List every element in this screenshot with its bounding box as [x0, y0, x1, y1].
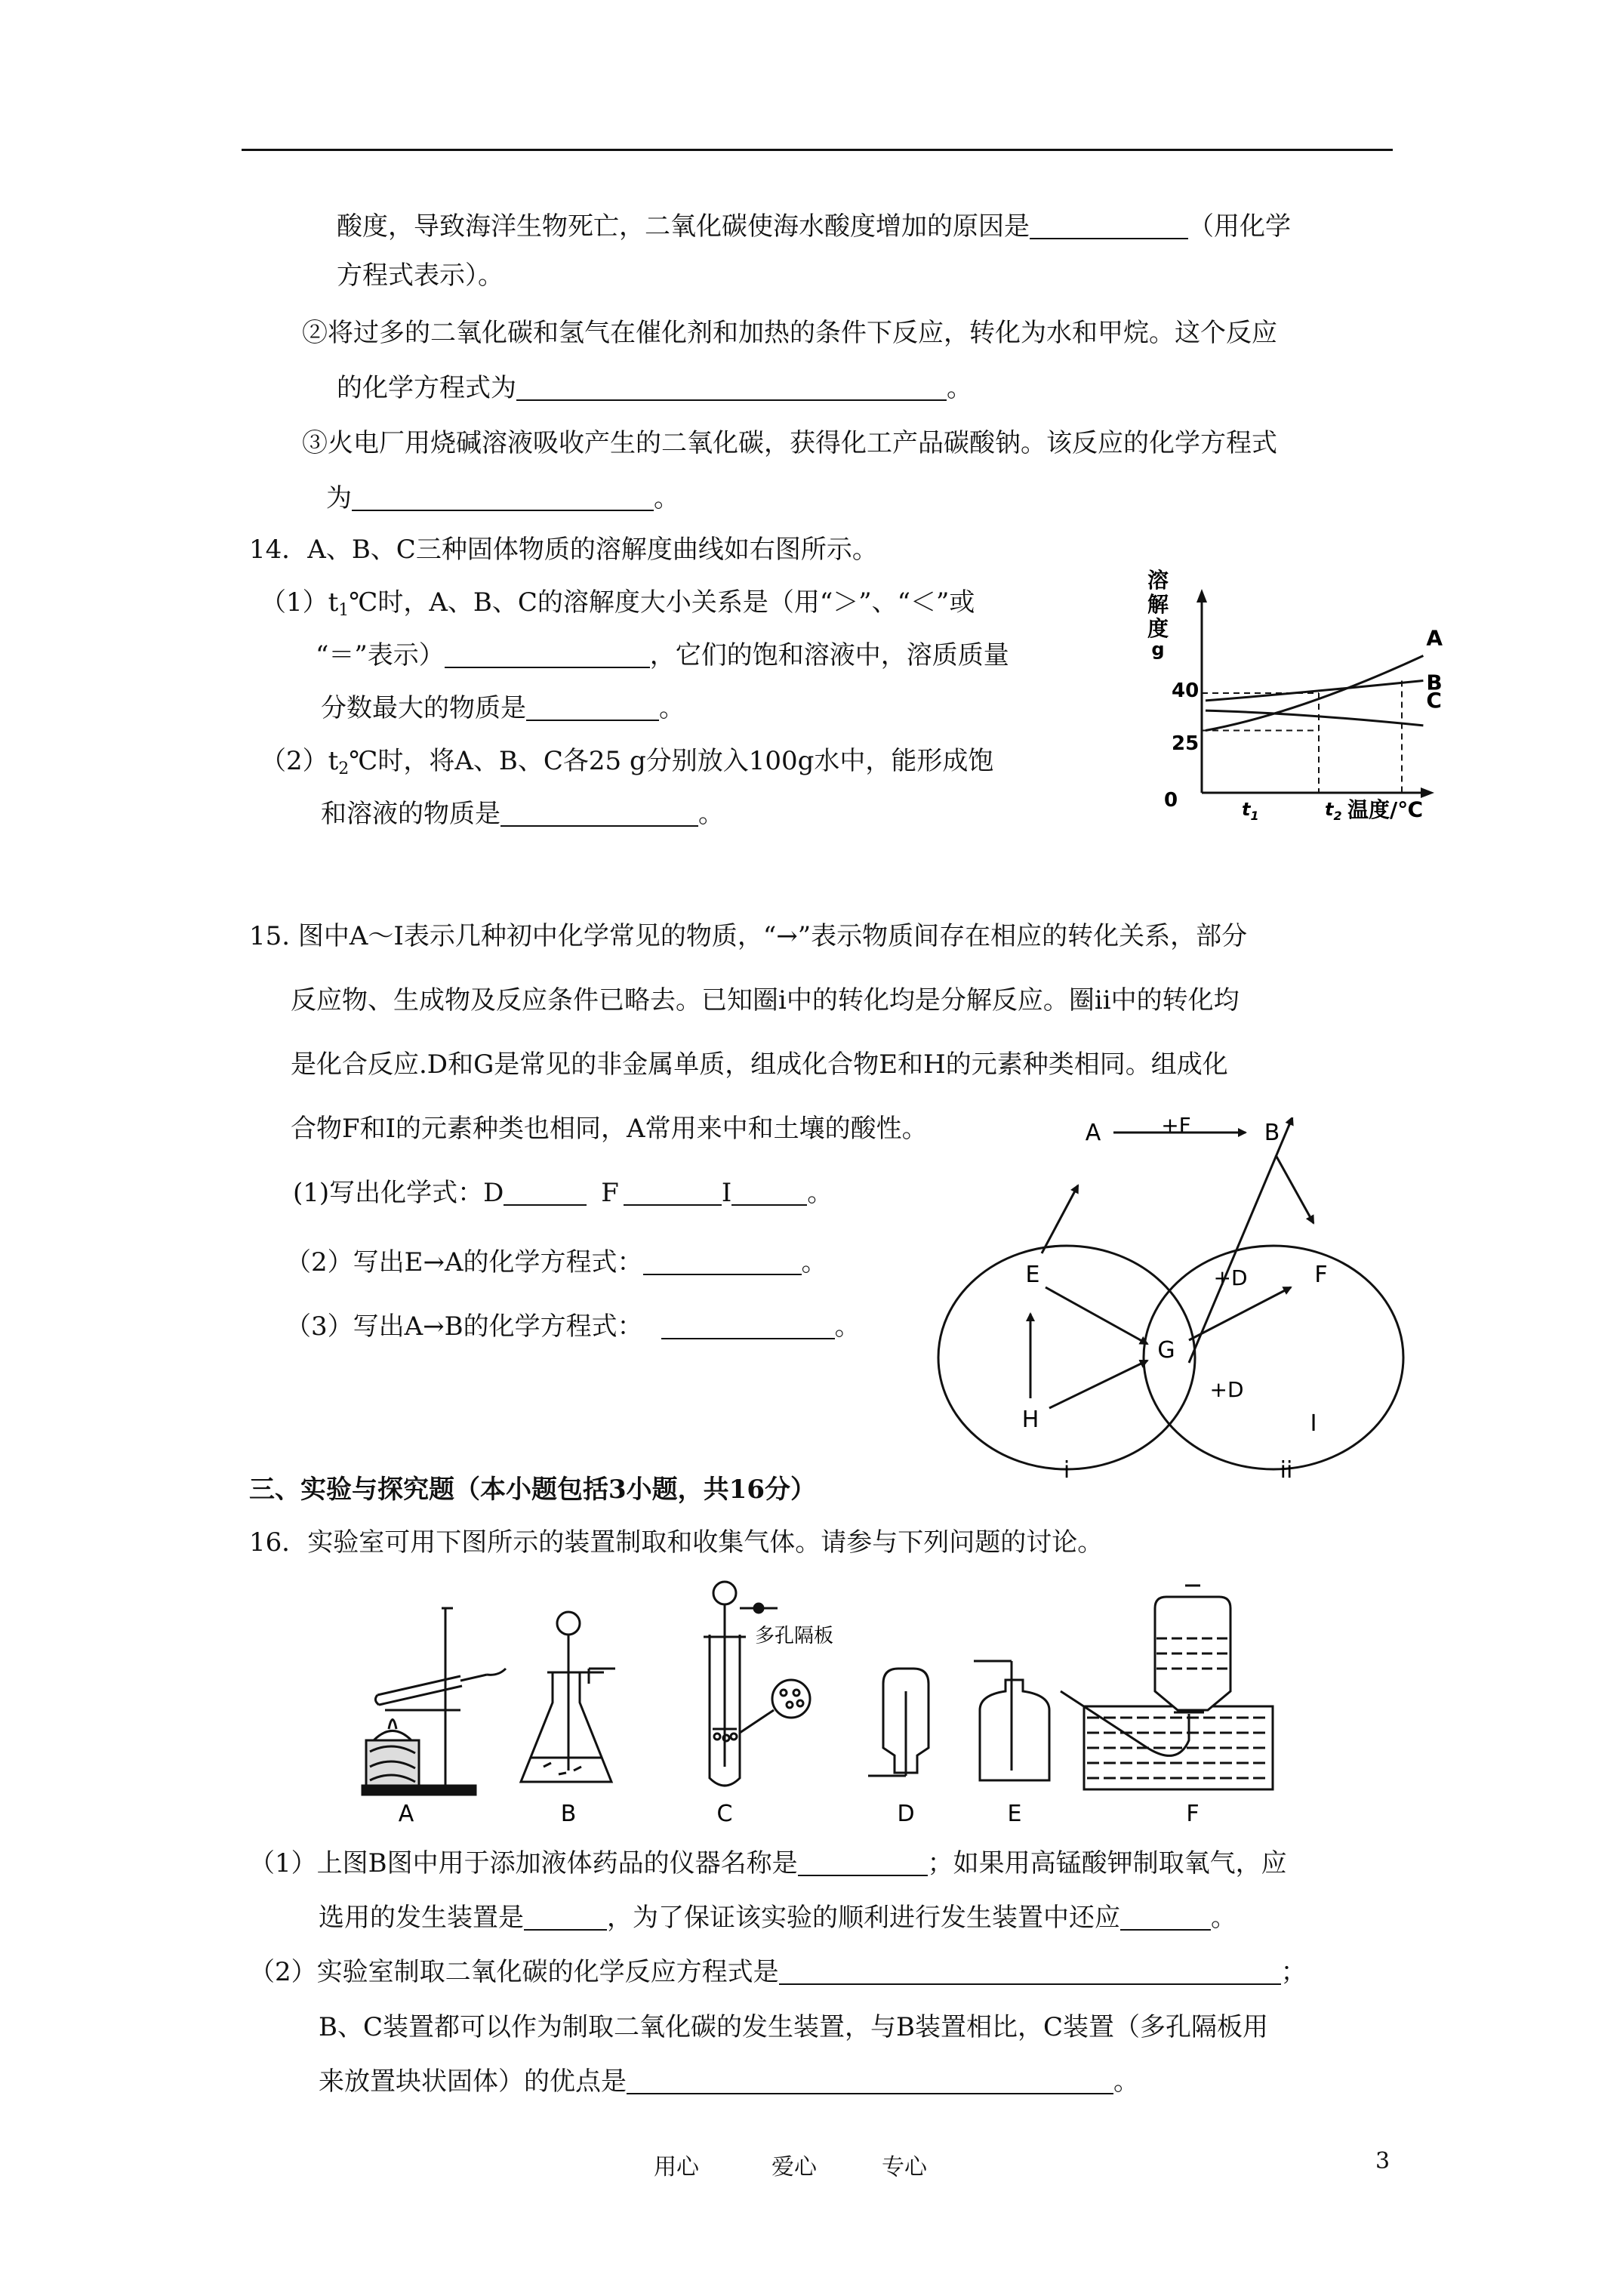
q15-p1-end: 。 — [807, 1178, 833, 1208]
chart-ytick-40: 40 — [1172, 680, 1200, 702]
edge-label-plus-d-2: +D — [1209, 1377, 1244, 1402]
q15-line2: 反应物、生成物及反应条件已略去。已知圈ⅰ中的转化均是分解反应。圈ⅱ中的转化均 — [291, 985, 1240, 1015]
chart-ylabel-2: 解 — [1147, 592, 1169, 617]
node-e: E — [1025, 1262, 1040, 1288]
q14-answer-blank-2[interactable] — [526, 697, 659, 721]
q14-p1-subscript: 1 — [338, 601, 350, 620]
q16-p2-line3-text: 来放置块状固体）的优点是 — [319, 2066, 627, 2097]
q13-line1-tail: （用化学 — [1188, 211, 1291, 242]
chart-xtick-t2: $t_2$ — [1325, 799, 1342, 823]
chart-ylabel-3: 度 — [1147, 616, 1169, 641]
apparatus-label-d: D — [897, 1801, 915, 1827]
q15-part3 — [285, 1311, 861, 1342]
q16-p1-line2-text: 选用的发生装置是 — [319, 1903, 524, 1933]
q14-p2-prefix: （2）t — [260, 746, 339, 776]
q14-p1-line3-end: 。 — [659, 693, 685, 723]
apparatus-label-e: E — [1007, 1801, 1022, 1827]
q13-answer-blank-1[interactable] — [1030, 215, 1188, 239]
q14-p1-line2-tail: ，它们的饱和溶液中，溶质质量 — [649, 640, 1009, 670]
q16-blank-device[interactable] — [524, 1906, 607, 1931]
q14-p2-line2-text: 和溶液的物质是 — [321, 799, 500, 829]
page-number: 3 — [1375, 2148, 1390, 2174]
q14-p1-text: ℃时，A、B、C的溶解度大小关系是（用“＞”、“＜”或 — [349, 587, 975, 618]
solubility-chart — [1132, 566, 1449, 868]
q16-blank-extra[interactable] — [1120, 1906, 1211, 1931]
header-rule — [242, 149, 1393, 151]
q15-p3-end: 。 — [834, 1311, 861, 1342]
chart-series-label-b: B — [1426, 670, 1443, 695]
apparatus-label-b: B — [560, 1801, 577, 1827]
apparatus-a — [362, 1608, 506, 1795]
chart-ytick-25: 25 — [1172, 732, 1200, 755]
footer-motto-1: 用心 — [654, 2154, 699, 2180]
transformation-diagram — [929, 1117, 1412, 1480]
chart-x-arrow — [1421, 787, 1434, 798]
circle-ii — [1144, 1246, 1403, 1469]
apparatus-f — [1061, 1586, 1273, 1789]
q14-p1-line3-text: 分数最大的物质是 — [321, 693, 526, 723]
circle-label-i: i — [1063, 1457, 1070, 1480]
q16-p1-line2-end: 。 — [1211, 1903, 1236, 1933]
q15-p2-end: 。 — [801, 1247, 827, 1277]
q15-blank-i[interactable] — [731, 1182, 807, 1206]
node-f: F — [1314, 1262, 1328, 1288]
arrow-g-i — [1189, 1117, 1292, 1363]
q13-answer-blank-3[interactable] — [352, 487, 654, 511]
chart-origin-label: 0 — [1164, 789, 1178, 812]
q13-line2: 方程式表示）。 — [337, 260, 504, 291]
section3-title: 三、实验与探究题（本小题包括3小题，共16分） — [249, 1475, 816, 1505]
q15-blank-f[interactable] — [624, 1182, 722, 1206]
apparatus-d — [868, 1669, 929, 1776]
footer-motto-3: 专心 — [882, 2154, 927, 2180]
node-h: H — [1021, 1407, 1039, 1433]
arrow-e-g — [1046, 1287, 1147, 1344]
apparatus-figure — [355, 1578, 1283, 1838]
q14-part1-line2 — [316, 640, 1009, 670]
q14-part1-line3 — [321, 693, 685, 723]
apparatus-label-a: A — [398, 1801, 414, 1827]
apparatus-label-f: F — [1186, 1801, 1200, 1827]
q14-p1-line2-text: “＝”表示） — [316, 640, 445, 670]
apparatus-e — [974, 1661, 1049, 1780]
circle-i — [938, 1246, 1195, 1469]
q14-p2-text: ℃时，将A、B、C各25 g分别放入100g水中，能形成饱 — [349, 746, 994, 776]
q16-p1-line2-mid: ，为了保证该实验的顺利进行发生装置中还应 — [607, 1903, 1120, 1933]
q13-sub3-line1: ③火电厂用烧碱溶液吸收产生的二氧化碳，获得化工产品碳酸钠。该反应的化学方程式 — [302, 428, 1277, 458]
q16-part2-line3 — [319, 2066, 1139, 2097]
chart-ylabel-unit: g — [1151, 639, 1165, 660]
q13-line1 — [337, 211, 1291, 242]
q14-p2-line2-end: 。 — [698, 799, 724, 829]
arrow-g-f — [1189, 1287, 1291, 1340]
q13-sub2-line1: ②将过多的二氧化碳和氢气在催化剂和加热的条件下反应，转化为水和甲烷。这个反应 — [302, 318, 1277, 348]
q15-p1-f-label: F — [601, 1178, 619, 1208]
q16-part2-line2: B、C装置都可以作为制取二氧化碳的发生装置，与B装置相比，C装置（多孔隔板用 — [319, 2012, 1268, 2042]
q15-line4: 合物F和I的元素种类也相同，A常用来中和土壤的酸性。 — [291, 1114, 928, 1144]
q15-p3-text: （3）写出A→B的化学方程式： — [285, 1311, 643, 1342]
q15-part1 — [293, 1178, 833, 1208]
apparatus-b — [521, 1612, 615, 1782]
node-i: I — [1310, 1410, 1317, 1437]
q14-part2-line2 — [321, 799, 724, 829]
edge-label-plus-f: +F — [1161, 1117, 1191, 1138]
chart-series-label-a: A — [1426, 625, 1443, 651]
apparatus-label-c: C — [716, 1801, 733, 1827]
q14-part1-line1 — [260, 587, 975, 626]
q15-p2-text: （2）写出E→A的化学方程式： — [285, 1247, 643, 1277]
q14-part2-line1 — [260, 746, 993, 784]
q13-sub3-end: 。 — [654, 483, 679, 513]
node-a: A — [1085, 1120, 1101, 1146]
q15-blank-e-a[interactable] — [643, 1251, 802, 1275]
chart-series-b — [1206, 681, 1423, 701]
arrow-b-f — [1276, 1155, 1313, 1223]
chart-series-label-c: C — [1426, 687, 1442, 713]
q13-answer-blank-2[interactable] — [516, 377, 947, 401]
q16-stem: 16．实验室可用下图所示的装置制取和收集气体。请参与下列问题的讨论。 — [249, 1527, 1104, 1558]
arrow-h-g — [1049, 1361, 1147, 1408]
circle-label-ii: ii — [1280, 1457, 1293, 1480]
q16-part1-line1 — [249, 1848, 1287, 1878]
q15-blank-a-b[interactable] — [661, 1315, 835, 1339]
q13-sub3-text: 为 — [326, 483, 352, 513]
apparatus-c — [704, 1582, 810, 1786]
arrow-e-a — [1042, 1185, 1078, 1253]
chart-xtick-t1: $t_1$ — [1242, 799, 1259, 823]
q15-blank-d[interactable] — [504, 1182, 587, 1206]
footer-motto-2: 爱心 — [771, 2154, 817, 2180]
q13-line1-text: 酸度，导致海洋生物死亡，二氧化碳使海水酸度增加的原因是 — [337, 211, 1030, 242]
node-b: B — [1264, 1120, 1280, 1146]
q14-stem: 14．A、B、C三种固体物质的溶解度曲线如右图所示。 — [249, 535, 878, 565]
q14-answer-blank-1[interactable] — [445, 644, 650, 668]
q14-p2-subscript: 2 — [338, 760, 350, 778]
q15-line3: 是化合反应.D和G是常见的非金属单质，组成化合物E和H的元素种类相同。组成化 — [291, 1049, 1228, 1080]
chart-y-arrow — [1196, 589, 1207, 603]
edge-label-plus-d-1: +D — [1213, 1265, 1248, 1290]
node-g: G — [1157, 1337, 1175, 1364]
q14-answer-blank-3[interactable] — [500, 803, 698, 827]
porous-plate-label: 多孔隔板 — [755, 1625, 834, 1647]
q16-blank-advantage[interactable] — [627, 2070, 1113, 2094]
q16-p1-tail: ；如果用高锰酸钾制取氧气，应 — [927, 1848, 1287, 1878]
chart-xlabel: 温度/℃ — [1347, 797, 1424, 822]
q15-line1: 15. 图中A～I表示几种初中化学常见的物质，“→”表示物质间存在相应的转化关系，部分 — [249, 921, 1248, 951]
q16-blank-funnel[interactable] — [798, 1852, 928, 1876]
q16-part2-line1 — [249, 1957, 1307, 1987]
q13-sub3-line2 — [326, 483, 679, 513]
q16-p2-line3-end: 。 — [1113, 2066, 1139, 2097]
q15-p1-d-label: (1)写出化学式：D — [293, 1178, 504, 1208]
q13-sub2-end: 。 — [947, 373, 972, 403]
q16-blank-equation[interactable] — [779, 1961, 1281, 1985]
q15-p1-i-label: I — [721, 1178, 732, 1208]
q13-sub2-text: 的化学方程式为 — [337, 373, 516, 403]
q13-sub2-line2 — [337, 373, 972, 403]
chart-ylabel-1: 溶 — [1147, 568, 1169, 593]
q16-p1-text: （1）上图B图中用于添加液体药品的仪器名称是 — [249, 1848, 798, 1878]
q16-p2-tail: ； — [1280, 1957, 1307, 1987]
q15-part2 — [285, 1247, 827, 1277]
q14-p1-prefix: （1）t — [260, 587, 339, 618]
q16-part1-line2 — [319, 1903, 1236, 1933]
q16-p2-text: （2）实验室制取二氧化碳的化学反应方程式是 — [249, 1957, 779, 1987]
